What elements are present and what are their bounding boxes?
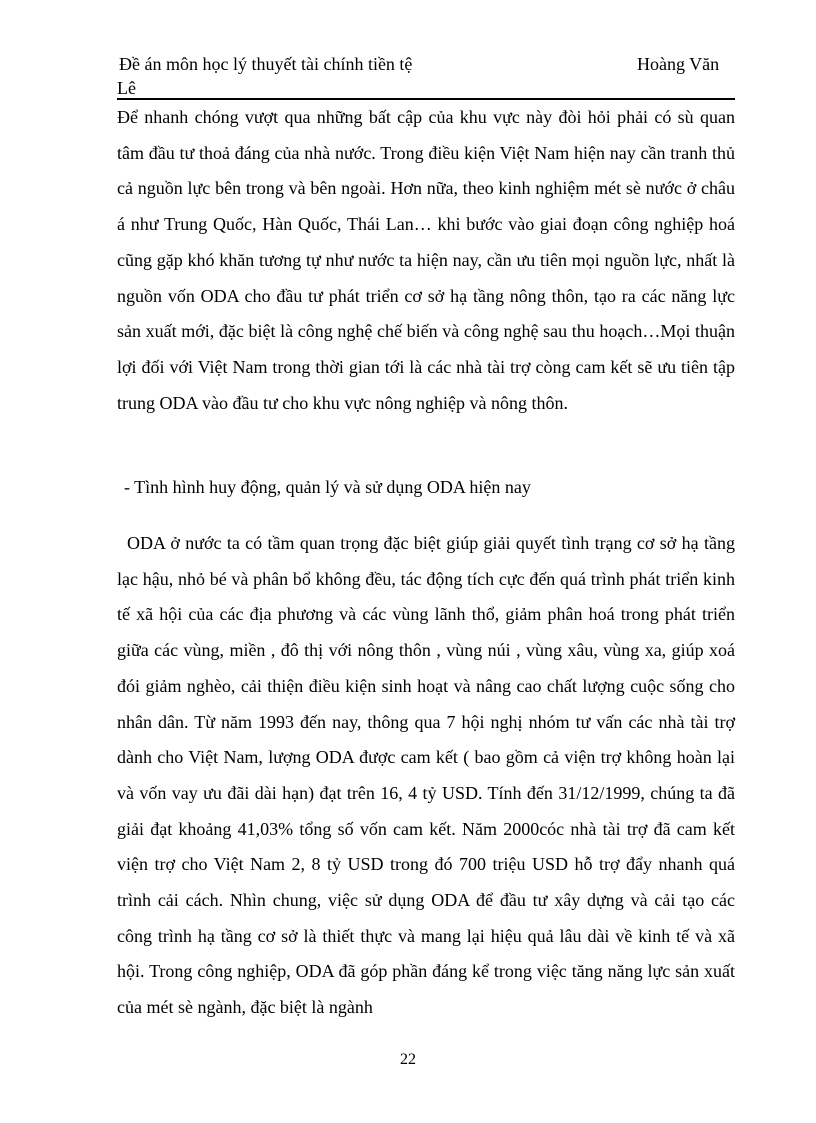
header-author-first: Hoàng Văn <box>637 54 720 74</box>
paragraph-1: Để nhanh chóng vượt qua những bất cập của khu vực này đòi hỏi phải có sù quan tâm đầu tư thoả đáng của nhà nước. Trong điều kiện Việt Nam hiện nay cần tranh thủ cả nguồn lực bên trong và bên ngoài. Hơn nữa, theo kinh nghiệm mét sè nước ở châu á như Trung Quốc, Hàn Quốc, Thái Lan… khi bước vào giai đoạn công nghiệp hoá cũng gặp khó khăn tương tự như nước ta hiện nay, cần ưu tiên mọi nguồn lực, nhất là nguồn vốn ODA cho đầu tư phát triển cơ sở hạ tầng nông thôn, tạo ra các năng lực sản xuất mới, đặc biệt là công nghệ chế biến và công nghệ sau thu hoạch…Mọi thuận lợi đối với Việt Nam trong thời gian tới là các nhà tài trợ còng cam kết sẽ ưu tiên tập trung ODA vào đầu tư cho khu vực nông nghiệp và nông thôn. <box>117 107 735 413</box>
paragraph-2: ODA ở nước ta có tầm quan trọng đặc biệt giúp giải quyết tình trạng cơ sở hạ tầng lạc hậu, nhỏ bé và phân bổ không đều, tác động tích cực đến quá trình phát triển kinh tế xã hội của các địa phương và các vùng lãnh thổ, giảm phân hoá trong phát triển giữa các vùng, miền , đô thị với nông thôn , vùng núi , vùng xâu, vùng xa, giúp xoá đói giảm nghèo, cải thiện điều kiện sinh hoạt và nâng cao chất lượng cuộc sống cho nhân dân. Từ năm 1993 đến nay, thông qua 7 hội nghị nhóm tư vấn các nhà tài trợ dành cho Việt Nam, lượng ODA được cam kết ( bao gồm cả viện trợ không hoàn lại và vốn vay ưu đãi dài hạn) đạt trên 16, 4 tỷ USD. Tính đến 31/12/1999, chúng ta đã giải đạt khoảng 41,03% tổng số vốn cam kết. Năm 2000cóc nhà tài trợ đã cam kết viện trợ cho Việt Nam 2, 8 tỷ USD trong đó 700 triệu USD hỗ trợ đẩy nhanh quá trình cải cách. Nhìn chung, việc sử dụng ODA để đầu tư xây dựng và cải tạo các công trình hạ tầng cơ sở là thiết thực và mang lại hiệu quả lâu dài về kinh tế và xã hội. Trong công nghiệp, ODA đã góp phần đáng kể trong việc tăng năng lực sản xuất của mét sè ngành, đặc biệt là ngành <box>117 533 735 1018</box>
page-number: 22 <box>400 1051 416 1068</box>
header-author-last: Lê <box>117 78 136 98</box>
section-heading: - Tình hình huy động, quản lý và sử dụng ODA hiện nay <box>124 477 531 497</box>
header-title: Đề án môn học lý thuyết tài chính tiền tệ <box>119 54 413 74</box>
